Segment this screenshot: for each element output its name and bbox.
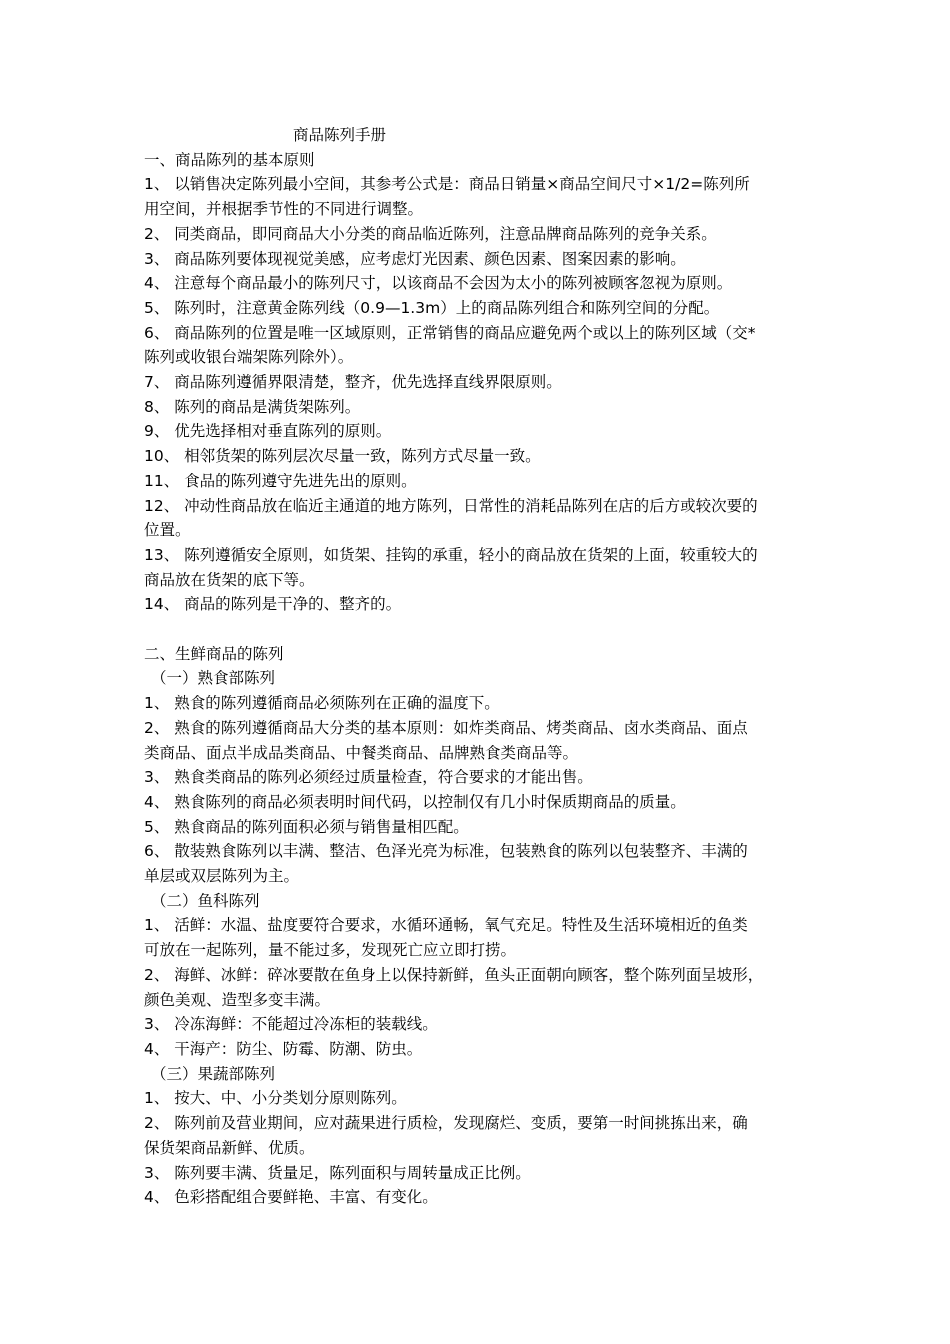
list-item-line: 类商品、面点半成品类商品、中餐类商品、品牌熟食类商品等。 <box>144 743 579 762</box>
list-item <box>144 370 812 395</box>
list-item-line: 1、 按大、中、小分类划分原则陈列。 <box>144 1089 407 1108</box>
list-item-line: 14、 商品的陈列是干净的、整齐的。 <box>144 595 402 614</box>
list-item <box>144 271 812 296</box>
section-heading: 二、生鲜商品的陈列 <box>144 644 284 663</box>
list-item-line: 1、 以销售决定陈列最小空间，其参考公式是：商品日销量×商品空间尺寸×1/2=陈列所 <box>144 175 750 194</box>
list-item-line: 7、 商品陈列遵循界限清楚，整齐，优先选择直线界限原则。 <box>144 373 562 392</box>
list-item-line: 陈列或收银台端架陈列除外）。 <box>144 348 354 367</box>
list-item <box>144 395 812 420</box>
list-item-line: 颜色美观、造型多变丰满。 <box>144 990 331 1009</box>
list-item-line: 3、 冷冻海鲜：不能超过冷冻柜的装载线。 <box>144 1015 438 1034</box>
list-item <box>144 1111 812 1160</box>
list-item-line: 3、 商品陈列要体现视觉美感，应考虑灯光因素、颜色因素、图案因素的影响。 <box>144 249 686 268</box>
subsection-list <box>144 913 812 1061</box>
list-item-line: 4、 色彩搭配组合要鲜艳、丰富、有变化。 <box>144 1188 438 1207</box>
list-item <box>144 963 812 1012</box>
list-item-line: 位置。 <box>144 521 191 540</box>
list-item-line: 6、 商品陈列的位置是唯一区域原则，正常销售的商品应避免两个或以上的陈列区域（交* <box>144 323 756 342</box>
list-item-line: 用空间，并根据季节性的不同进行调整。 <box>144 200 424 219</box>
list-item-line: 1、 熟食的陈列遵循商品必须陈列在正确的温度下。 <box>144 694 500 713</box>
document-title: 商品陈列手册 <box>293 126 387 144</box>
list-item-line: 3、 熟食类商品的陈列必须经过质量检查，符合要求的才能出售。 <box>144 768 593 787</box>
list-item-line: 1、 活鲜：水温、盐度要符合要求，水循环通畅，氧气充足。特性及生活环境相近的鱼类 <box>144 916 748 935</box>
list-item-line: 2、 熟食的陈列遵循商品大分类的基本原则：如炸类商品、烤类商品、卤水类商品、面点 <box>144 718 748 737</box>
list-item-line: 11、 食品的陈列遵守先进先出的原则。 <box>144 471 417 490</box>
subsection-heading: （一）熟食部陈列 <box>151 669 276 688</box>
list-item <box>144 494 812 543</box>
list-item-line: 4、 干海产：防尘、防霉、防潮、防虫。 <box>144 1040 423 1058</box>
list-item-line: 4、 注意每个商品最小的陈列尺寸，以该商品不会因为太小的陈列被顾客忽视为原则。 <box>144 274 733 293</box>
list-item <box>144 419 812 444</box>
list-item-line: 10、 相邻货架的陈列层次尽量一致，陈列方式尽量一致。 <box>144 447 541 466</box>
list-item <box>144 543 812 592</box>
subsection-heading: （三）果蔬部陈列 <box>151 1064 276 1083</box>
list-item-line: 商品放在货架的底下等。 <box>144 570 315 589</box>
list-item-line: 2、 海鲜、冰鲜：碎冰要散在鱼身上以保持新鲜，鱼头正面朝向顾客，整个陈列面呈坡形， <box>144 965 764 984</box>
list-item <box>144 1185 812 1210</box>
list-item <box>144 815 812 840</box>
list-item <box>144 247 812 272</box>
list-item <box>144 913 812 962</box>
list-item-line: 4、 熟食陈列的商品必须表明时间代码，以控制仅有几小时保质期商品的质量。 <box>144 792 686 811</box>
list-item-line: 3、 陈列要丰满、货量足，陈列面积与周转量成正比例。 <box>144 1163 531 1182</box>
list-item <box>144 222 812 247</box>
list-item <box>144 172 812 221</box>
list-item-line: 5、 熟食商品的陈列面积必须与销售量相匹配。 <box>144 817 469 836</box>
blank-line <box>144 617 812 642</box>
list-item-line: 单层或双层陈列为主。 <box>144 867 300 886</box>
list-item-line: 9、 优先选择相对垂直陈列的原则。 <box>144 422 392 441</box>
list-item <box>144 321 812 370</box>
list-item <box>144 691 812 716</box>
list-item <box>144 469 812 494</box>
list-item <box>144 1037 812 1062</box>
list-item <box>144 444 812 469</box>
section-heading: 一、商品陈列的基本原则 <box>144 150 315 169</box>
subsection-list <box>144 1086 812 1210</box>
list-item <box>144 1086 812 1111</box>
list-item-line: 8、 陈列的商品是满货架陈列。 <box>144 397 361 416</box>
list-item <box>144 1012 812 1037</box>
list-item-line: 2、 同类商品，即同商品大小分类的商品临近陈列，注意品牌商品陈列的竞争关系。 <box>144 224 717 243</box>
list-item-line: 6、 散装熟食陈列以丰满、整洁、色泽光亮为标准，包装熟食的陈列以包装整齐、丰满的 <box>144 842 748 861</box>
list-item <box>144 716 812 765</box>
subsection-heading: （二）鱼科陈列 <box>151 891 260 910</box>
list-item <box>144 1161 812 1186</box>
document-page <box>144 123 812 1210</box>
list-item <box>144 592 812 617</box>
list-item <box>144 765 812 790</box>
list-item-line: 2、 陈列前及营业期间，应对蔬果进行质检，发现腐烂、变质，要第一时间挑拣出来，确 <box>144 1114 748 1133</box>
list-item-line: 12、 冲动性商品放在临近主通道的地方陈列，日常性的消耗品陈列在店的后方或较次要的 <box>144 496 758 515</box>
list-item <box>144 790 812 815</box>
list-item <box>144 839 812 888</box>
list-item-line: 5、 陈列时，注意黄金陈列线（0.9—1.3m）上的商品陈列组合和陈列空间的分配。 <box>144 298 720 317</box>
list-item-line: 13、 陈列遵循安全原则，如货架、挂钩的承重，轻小的商品放在货架的上面，较重较大的 <box>144 545 758 564</box>
list-item-line: 保货架商品新鲜、优质。 <box>144 1138 315 1157</box>
subsection-list <box>144 691 812 889</box>
list-item-line: 可放在一起陈列，量不能过多，发现死亡应立即打捞。 <box>144 941 517 960</box>
list-item <box>144 296 812 321</box>
section-list <box>144 172 812 617</box>
